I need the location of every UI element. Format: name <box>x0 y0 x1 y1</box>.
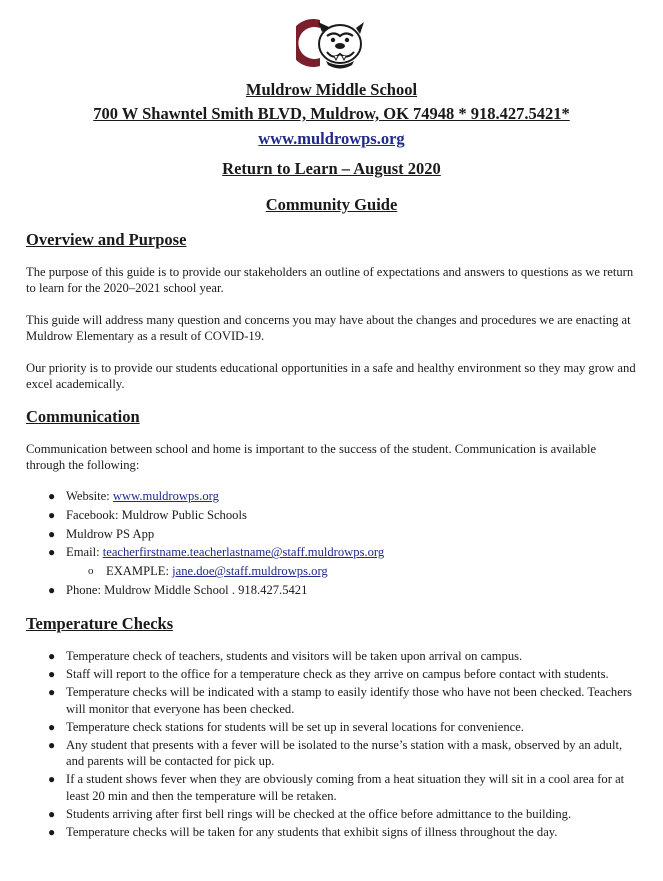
list-item: ● Temperature checks will be taken for any students that exhibit signs of illness throughout the day. <box>48 825 558 840</box>
bullet-icon: ● <box>48 737 56 752</box>
bullet-icon: ● <box>48 526 56 541</box>
document-subtitle: Community Guide <box>265 195 398 214</box>
list-item: ● Students arriving after first bell rings will be checked at the office before admittance to the building. <box>48 807 572 822</box>
bullet-icon: ● <box>48 685 56 700</box>
list-item: o EXAMPLE: jane.doe@staff.muldrowps.org <box>88 564 328 579</box>
bullet-icon: ● <box>48 582 56 597</box>
bullet-icon: ● <box>48 649 56 663</box>
list-item: ● If a student shows fever when they are obviously coming from a heat situation they will sit in a cool area for at least 20 min and then the temperature will be retaken. <box>48 772 625 803</box>
temperature-list <box>48 648 638 842</box>
communication-list <box>48 488 626 601</box>
example-email-link[interactable]: jane.doe@staff.muldrowps.org <box>172 564 328 579</box>
email-link[interactable]: teacherfirstname.teacherlastname@staff.muldrowps.org <box>102 545 385 560</box>
list-item: ● Muldrow PS App <box>48 526 155 541</box>
bullet-icon: ● <box>48 719 56 734</box>
list-item: ● Any student that presents with a fever will be isolated to the nurse’s station with a mask, observed by an adult, and parents will be contacted for pick up. <box>48 737 623 769</box>
overview-paragraph-1: The purpose of this guide is to provide our stakeholders an outline of expectations and answers to questions as we return to learn for the 2020–2021 school year. <box>26 265 634 295</box>
overview-paragraph-3: Our priority is to provide our students educational opportunities in a safe and healthy environment so they may grow and excel academically. <box>26 361 636 391</box>
list-item: ● Temperature checks will be indicated with a stamp to easily identify those who have not been checked. Teachers will monitor that everyone has been checked. <box>48 685 632 716</box>
list-item: ● Phone: Muldrow Middle School . 918.427.5421 <box>48 582 308 597</box>
bullet-icon: ● <box>48 489 56 503</box>
list-item: ● Website: www.muldrowps.org <box>48 489 219 503</box>
bullet-icon: ● <box>48 825 56 840</box>
circle-bullet-icon: o <box>88 565 94 578</box>
communication-intro: Communication between school and home is important to the success of the student. Communication is available through the following: <box>26 442 597 472</box>
bulldog-mascot-icon <box>296 14 370 72</box>
website-link[interactable]: www.muldrowps.org <box>258 129 405 148</box>
bullet-icon: ● <box>48 507 56 522</box>
bullet-icon: ● <box>48 772 56 787</box>
list-item: ● Facebook: Muldrow Public Schools <box>48 507 247 522</box>
temperature-heading: Temperature Checks <box>26 614 174 633</box>
bullet-icon: ● <box>48 807 56 822</box>
bullet-icon: ● <box>48 667 56 682</box>
list-item: ● Staff will report to the office for a temperature check as they arrive on campus before contact with students. <box>48 667 609 682</box>
list-item: ● Temperature check of teachers, students and visitors will be taken upon arrival on campus. <box>48 649 523 663</box>
school-name: Muldrow Middle School <box>245 80 418 99</box>
overview-heading: Overview and Purpose <box>26 230 187 249</box>
communication-heading: Communication <box>26 407 140 426</box>
overview-paragraph-2: This guide will address many question and concerns you may have about the changes and procedures we are enacting at Muldrow Elementary as a result of COVID-19. <box>26 313 631 343</box>
bullet-icon: ● <box>48 545 56 560</box>
website-link[interactable]: www.muldrowps.org <box>112 489 219 503</box>
school-address: 700 W Shawntel Smith BLVD, Muldrow, OK 74948 * 918.427.5421* <box>93 104 570 123</box>
document-title: Return to Learn – August 2020 <box>222 159 441 178</box>
list-item: ● Email: teacherfirstname.teacherlastname@staff.muldrowps.org <box>48 545 385 560</box>
list-item: ● Temperature check stations for students will be set up in several locations for convenience. <box>48 719 524 734</box>
